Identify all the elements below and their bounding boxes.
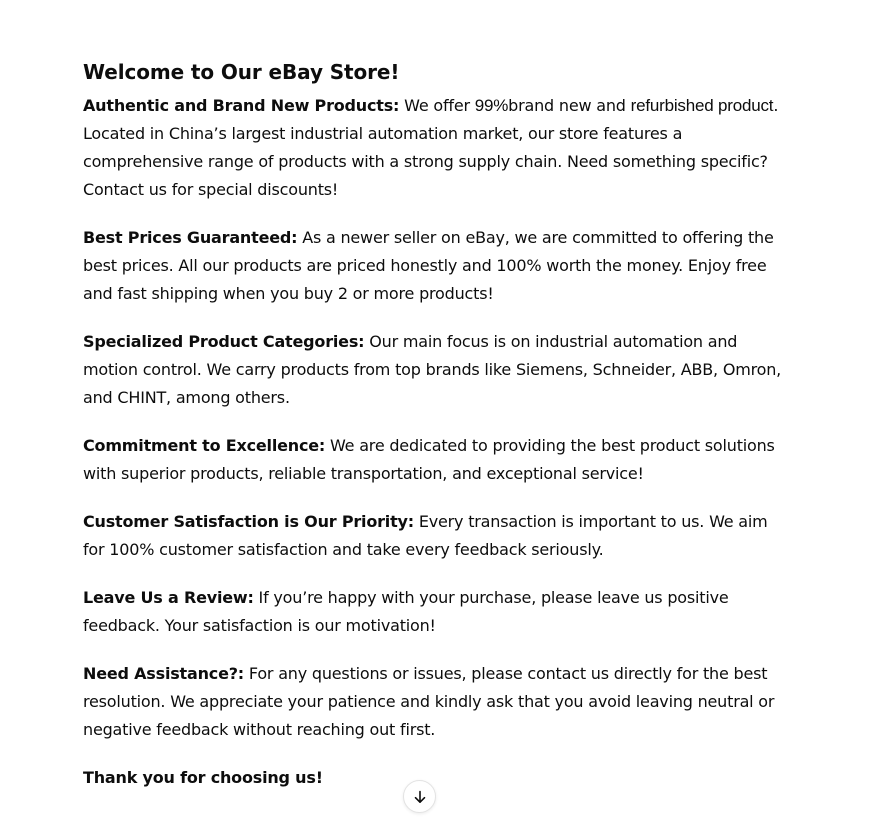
section-leave-review bbox=[83, 584, 793, 640]
section-authentic-products bbox=[83, 92, 793, 204]
section-heading: Customer Satisfaction is Our Priority: bbox=[83, 512, 414, 531]
section-text: As a newer seller on eBay, we are committed to offering the best prices. All our products are priced honestly and 100% worth the money. Enjoy free and fast shipping when you buy 2 or more products! bbox=[83, 228, 774, 303]
section-text: If you’re happy with your purchase, please leave us positive feedback. Your satisfaction is our motivation! bbox=[83, 588, 729, 635]
section-heading: Authentic and Brand New Products: bbox=[83, 96, 400, 115]
store-description bbox=[83, 58, 793, 812]
section-heading: Leave Us a Review: bbox=[83, 588, 254, 607]
section-commitment bbox=[83, 432, 793, 488]
refurbished-text: refurbished product bbox=[630, 96, 774, 115]
section-product-categories bbox=[83, 328, 793, 412]
scroll-down-button[interactable] bbox=[403, 780, 436, 813]
arrow-down-icon bbox=[412, 789, 428, 805]
closing-text: Thank you for choosing us! bbox=[83, 768, 323, 787]
section-text: Our main focus is on industrial automation and motion control. We carry products from top brands like Siemens, Schneider, ABB, Omron, and CHINT, among others. bbox=[83, 332, 782, 407]
percent-value: 99% bbox=[474, 96, 509, 115]
section-text: Every transaction is important to us. We aim for 100% customer satisfaction and take every feedback seriously. bbox=[83, 512, 768, 559]
page-title: Welcome to Our eBay Store! bbox=[83, 60, 400, 84]
section-text: We are dedicated to providing the best product solutions with superior products, reliable transportation, and exceptional service! bbox=[83, 436, 775, 483]
section-text: For any questions or issues, please contact us directly for the best resolution. We appreciate your patience and kindly ask that you avoid leaving neutral or negative feedback without reaching out first. bbox=[83, 664, 775, 739]
section-text: . Located in China’s largest industrial automation market, our store features a comprehensive range of products with a strong supply chain. Need something specific? Contact us for special discounts! bbox=[83, 96, 779, 199]
section-heading: Need Assistance?: bbox=[83, 664, 245, 683]
section-customer-satisfaction bbox=[83, 508, 793, 564]
section-heading: Best Prices Guaranteed: bbox=[83, 228, 298, 247]
section-heading: Commitment to Excellence: bbox=[83, 436, 326, 455]
section-text: We offer bbox=[399, 96, 475, 115]
section-text: brand new and bbox=[508, 96, 631, 115]
section-heading: Specialized Product Categories: bbox=[83, 332, 365, 351]
section-best-prices bbox=[83, 224, 793, 308]
section-need-assistance bbox=[83, 660, 793, 744]
